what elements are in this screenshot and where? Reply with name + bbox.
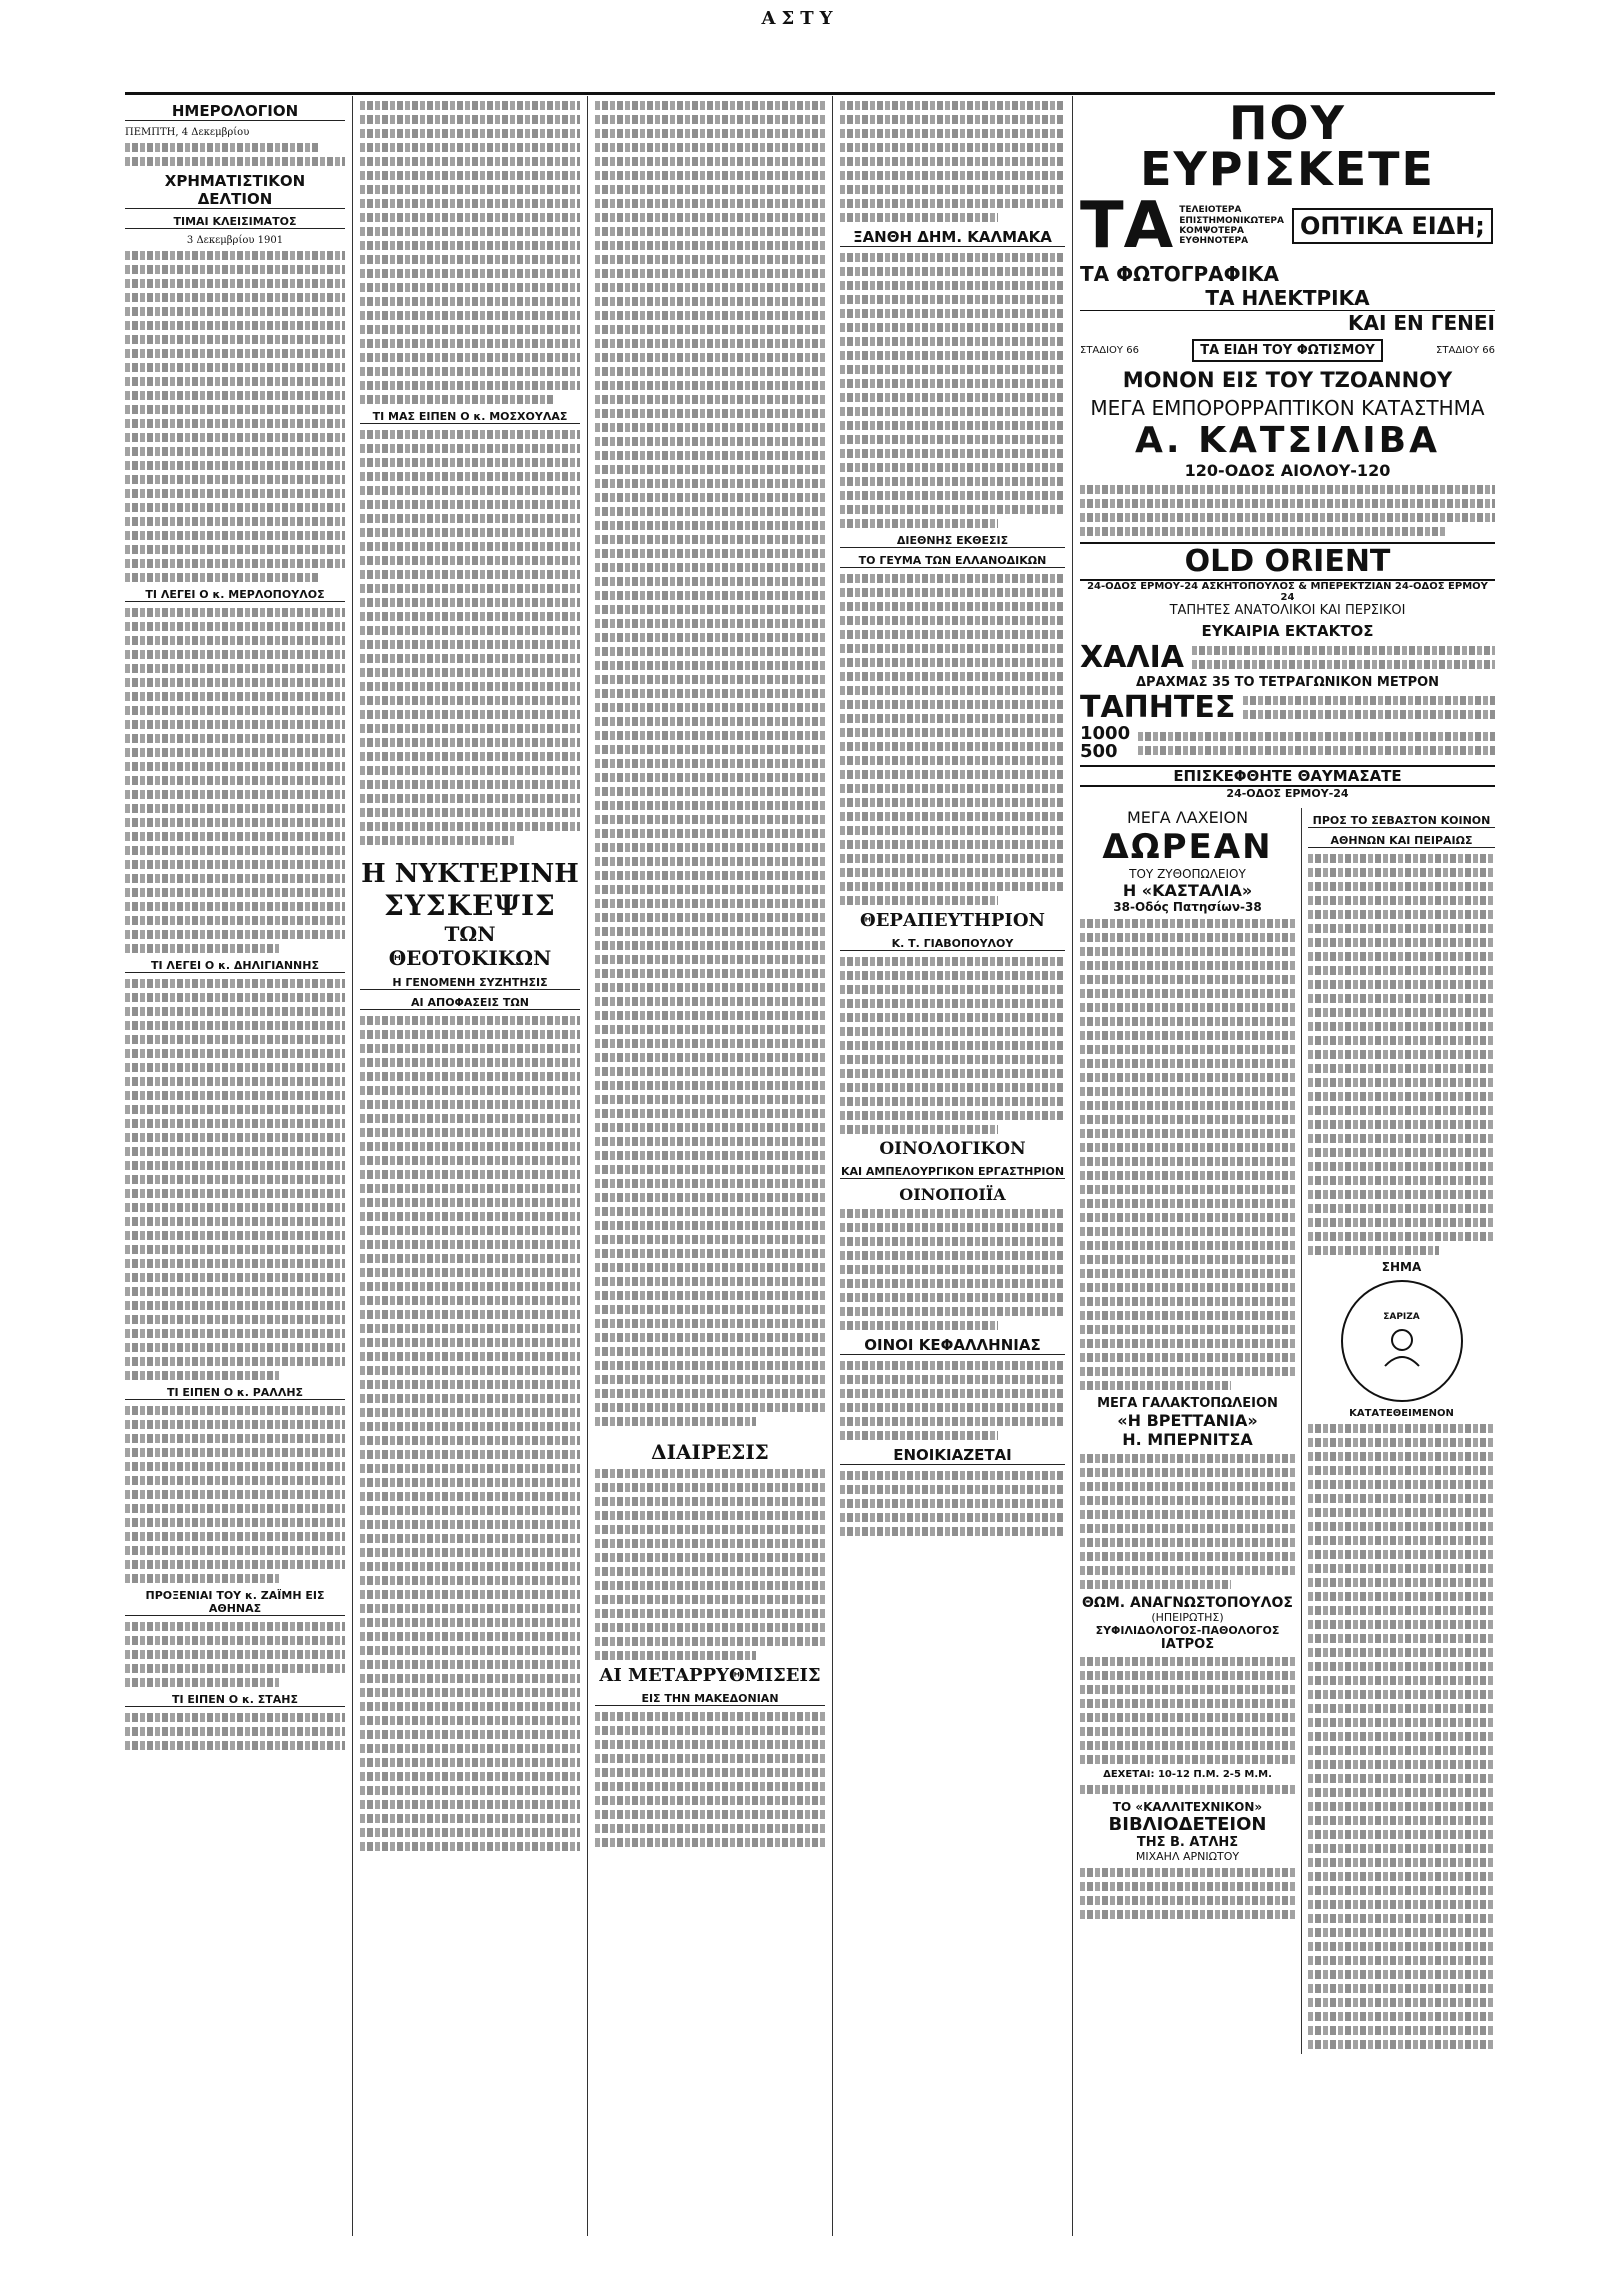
column-divider [832, 96, 833, 2236]
top-rule [125, 92, 1495, 95]
heading-ampelourgikon: ΚΑΙ ΑΜΠΕΛΟΥΡΓΙΚΟΝ ΕΡΓΑΣΤΗΡΙΟΝ [840, 1165, 1065, 1178]
ad-ilektrika: ΤΑ ΗΛΕΚΤΡΙΚΑ [1080, 286, 1495, 311]
closing-date: 3 Δεκεμβρίου 1901 [186, 235, 284, 246]
ad-en-genei: ΚΑΙ ΕΝ ΓΕΝΕΙ [1348, 311, 1495, 335]
ad-vrettania: «Η ΒΡΕΤΤΑΝΙΑ» [1117, 1411, 1258, 1430]
heading-enoikiazetai: ΕΝΟΙΚΙΑΖΕΤΑΙ [840, 1446, 1065, 1465]
heading-apofaseis: ΑΙ ΑΠΟΦΑΣΕΙΣ ΤΩΝ [360, 996, 580, 1010]
ad-vivliodeteion: ΒΙΒΛΙΟΔΕΤΕΙΟΝ [1108, 1814, 1267, 1835]
heading-dilligiannis: ΤΙ ΛΕΓΕΙ Ο κ. ΔΗΛΙΓΙΑΝΝΗΣ [125, 959, 345, 973]
ad-mpernitsa: Η. ΜΠΕΡΝΙΤΣΑ [1122, 1430, 1253, 1449]
heading-theotokikon: ΤΩΝ ΘΕΟΤΟΚΙΚΩΝ [388, 922, 552, 970]
ad-eukairia: ΕΥΚΑΙΡΙΑ ΕΚΤΑΚΤΟΣ [1201, 622, 1374, 640]
ad-ta-eidi: ΤΑ ΕΙΔΗ ΤΟΥ ΦΩΤΙΣΜΟΥ [1192, 339, 1383, 362]
ad-stack-2: ΕΠΙΣΤΗΜΟΝΙΚΩΤΕΡΑ [1179, 215, 1284, 226]
ad-anagnostopoulos: ΘΩΜ. ΑΝΑΓΝΩΣΤΟΠΟΥΛΟΣ [1082, 1595, 1293, 1611]
ad-optika: ΟΠΤΙΚΑ ΕΙΔΗ; [1292, 208, 1493, 244]
ad-katatetheimenon: ΚΑΤΑΤΕΘΕΙΜΕΝΟΝ [1349, 1408, 1454, 1419]
ad-sima: ΣΗΜΑ [1381, 1260, 1422, 1274]
ad-ta: ΤΑ [1080, 189, 1174, 263]
heading-diairesis: ΔΙΑΙΡΕΣΙΣ [651, 1440, 769, 1464]
heading-giavopoulou: Κ. Τ. ΓΙΑΒΟΠΟΥΛΟΥ [840, 937, 1065, 951]
heading-mousoulas: ΤΙ ΜΑΣ ΕΙΠΕΝ Ο κ. ΜΟΣΧΟΥΛΑΣ [360, 410, 580, 424]
ad-drachmai: ΔΡΑΧΜΑΣ 35 ΤΟ ΤΕΤΡΑΓΩΝΙΚΟΝ ΜΕΤΡΟΝ [1135, 675, 1440, 690]
heading-proxeniai: ΠΡΟΞΕΝΙΑΙ ΤΟΥ κ. ΖΑΪΜΗ ΕΙΣ ΑΘΗΝΑΣ [125, 1589, 345, 1616]
ad-dorean: ΔΩΡΕΑΝ [1102, 827, 1273, 867]
ad-stack-4: ΕΥΘΗΝΟΤΕΡΑ [1179, 236, 1249, 247]
ad-sariza: ΣΑΡΙΖΑ [1383, 1311, 1420, 1322]
column-3 [595, 96, 825, 2256]
heading-nykterini: Η ΝΥΚΤΕΡΙΝΗ [361, 859, 579, 889]
heading-oinopoiia: ΟΙΝΟΠΟΙΪΑ [899, 1185, 1006, 1204]
heading-geuma: ΤΟ ΓΕΥΜΑ ΤΩΝ ΕΛΛΑΝΟΔΙΚΩΝ [840, 554, 1065, 568]
ad-stack-1: ΤΕΛΕΙΟΤΕΡΑ [1179, 205, 1242, 216]
ad-atlis: ΤΗΣ Β. ΑΤΛΗΣ [1136, 1835, 1239, 1850]
ad-stack [1179, 205, 1284, 246]
trademark-seal [1341, 1280, 1463, 1402]
heading-stais: ΤΙ ΕΙΠΕΝ Ο κ. ΣΤΑΗΣ [125, 1693, 345, 1707]
ad-episkefthite: ΕΠΙΣΚΕΦΘΗΤΕ ΘΑΥΜΑΣΑΤΕ [1080, 765, 1495, 787]
ad-iatros: ΙΑΤΡΟΣ [1160, 1637, 1215, 1652]
ad-zythopoleiou: ΤΟΥ ΖΥΘΟΠΩΛΕΙΟΥ [1129, 867, 1246, 881]
column-4 [840, 96, 1065, 2256]
column-2 [360, 96, 580, 2256]
ad-mega-laxeion: ΜΕΓΑ ΛΑΧΕΙΟΝ [1126, 808, 1249, 827]
ad-stadiou-right: ΣΤΑΔΙΟΥ 66 [1436, 345, 1495, 356]
column-divider [1072, 96, 1073, 2236]
ad-aiolou: 120-ΟΔΟΣ ΑΙΟΛΟΥ-120 [1184, 461, 1391, 480]
heading-kefallinias: ΟΙΝΟΙ ΚΕΦΑΛΛΗΝΙΑΣ [840, 1336, 1065, 1355]
ad-katsiliva: Α. ΚΑΤΣΙΛΙΒΑ [1135, 420, 1440, 461]
ad-patision: 38-Οδός Πατησίων-38 [1113, 900, 1262, 914]
ad-500: 500 [1080, 741, 1118, 762]
heading-skepsis: ΣΥΣΚΕΨΙΣ [384, 889, 556, 922]
ad-dechetai: ΔΕΧΕΤΑΙ: 10-12 Π.Μ. 2-5 Μ.Μ. [1103, 1769, 1272, 1780]
heading-merlopoulos: ΤΙ ΛΕΓΕΙ Ο κ. ΜΕΡΛΟΠΟΥΛΟΣ [125, 588, 345, 602]
ad-arniotou: ΜΙΧΑΗΛ ΑΡΝΙΩΤΟΥ [1135, 1850, 1240, 1863]
heading-financial: ΧΡΗΜΑΤΙΣΤΙΚΟΝ ΔΕΛΤΙΟΝ [125, 172, 345, 209]
masthead: ΑΣΤΥ [761, 8, 839, 29]
ad-ipeirotis: (ΗΠΕΙΡΩΤΗΣ) [1151, 1611, 1224, 1624]
ad-pou-evriskete: ΠΟΥ ΕΥΡΙΣΚΕΤΕ [1140, 100, 1435, 196]
date-line: ΠΕΜΠΤΗ, 4 Δεκεμβρίου [125, 127, 250, 138]
ad-syfilidologos: ΣΥΦΙΛΙΔΟΛΟΓΟΣ-ΠΑΘΟΛΟΓΟΣ [1095, 1624, 1280, 1637]
ad-athinon: ΑΘΗΝΩΝ ΚΑΙ ΠΕΙΡΑΙΩΣ [1308, 834, 1495, 848]
column-1 [125, 96, 345, 2256]
ad-mega: ΜΕΓΑ ΕΜΠΟΡΟΡΡΑΠΤΙΚΟΝ ΚΑΤΑΣΤΗΜΑ [1090, 396, 1485, 420]
heading-expo: ΔΙΕΘΝΗΣ ΕΚΘΕΣΙΣ [840, 534, 1065, 548]
ad-galaktopoleion: ΜΕΓΑ ΓΑΛΑΚΤΟΠΩΛΕΙΟΝ [1097, 1396, 1278, 1411]
column-divider [587, 96, 588, 2236]
ad-tapites: ΤΑΠΗΤΕΣ [1080, 690, 1236, 725]
ad-fotografika: ΤΑ ΦΩΤΟΓΡΑΦΙΚΑ [1080, 262, 1280, 286]
column-divider [352, 96, 353, 2236]
ad-orient-line: 24-ΟΔΟΣ ΕΡΜΟΥ-24 ΑΣΚΗΤΟΠΟΥΛΟΣ & ΜΠΕΡΕΚΤΖΙΑΝ 24-ΟΔΟΣ ΕΡΜΟΥ 24 [1087, 581, 1488, 603]
ad-ermou: 24-ΟΔΟΣ ΕΡΜΟΥ-24 [1226, 787, 1349, 800]
heading-rallis: ΤΙ ΕΙΠΕΝ Ο κ. ΡΑΛΛΗΣ [125, 1386, 345, 1400]
heading-oinologikon: ΟΙΝΟΛΟΓΙΚΟΝ [879, 1139, 1026, 1159]
advertisement-column [1080, 100, 1495, 2260]
ad-stack-3: ΚΟΜΨΟΤΕΡΑ [1179, 226, 1244, 236]
heading-therapeftirion: ΘΕΡΑΠΕΥΤΗΡΙΟΝ [860, 910, 1045, 931]
ad-kallitexnikon: ΤΟ «ΚΑΛΛΙΤΕΧΝΙΚΟΝ» [1112, 1800, 1263, 1814]
ad-stadiou-left: ΣΤΑΔΙΟΥ 66 [1080, 345, 1139, 356]
ad-xalia: ΧΑΛΙΑ [1080, 640, 1184, 675]
heading-makedonian: ΕΙΣ ΤΗΝ ΜΑΚΕΔΟΝΙΑΝ [595, 1692, 825, 1706]
ad-tapites-anatolikoi: ΤΑΠΗΤΕΣ ΑΝΑΤΟΛΙΚΟΙ ΚΑΙ ΠΕΡΣΙΚΟΙ [1169, 603, 1406, 618]
ad-kastalia: Η «ΚΑΣΤΑΛΙΑ» [1122, 881, 1253, 900]
ad-old-orient: OLD ORIENT [1080, 542, 1495, 581]
heading-closing: ΤΙΜΑΙ ΚΛΕΙΣΙΜΑΤΟΣ [125, 215, 345, 229]
heading-metarrythmiseis: ΑΙ ΜΕΤΑΡΡΥΘΜΙΣΕΙΣ [599, 1665, 821, 1686]
heading-calendar: ΗΜΕΡΟΛΟΓΙΟΝ [125, 102, 345, 121]
portrait-icon [1379, 1322, 1425, 1368]
ad-1000: 1000 [1080, 723, 1131, 744]
ad-proskalesis: ΠΡΟΣ ΤΟ ΣΕΒΑΣΤΟΝ ΚΟΙΝΟΝ [1308, 814, 1495, 828]
ad-monon: ΜΟΝΟΝ ΕΙΣ ΤΟΥ ΤΖΟΑΝΝΟΥ [1122, 368, 1453, 392]
heading-genomeni: Η ΓΕΝΟΜΕΝΗ ΣΥΖΗΤΗΣΙΣ [360, 976, 580, 990]
heading-kalmaka: ΞΑΝΘΗ ΔΗΜ. ΚΑΛΜΑΚΑ [840, 228, 1065, 247]
